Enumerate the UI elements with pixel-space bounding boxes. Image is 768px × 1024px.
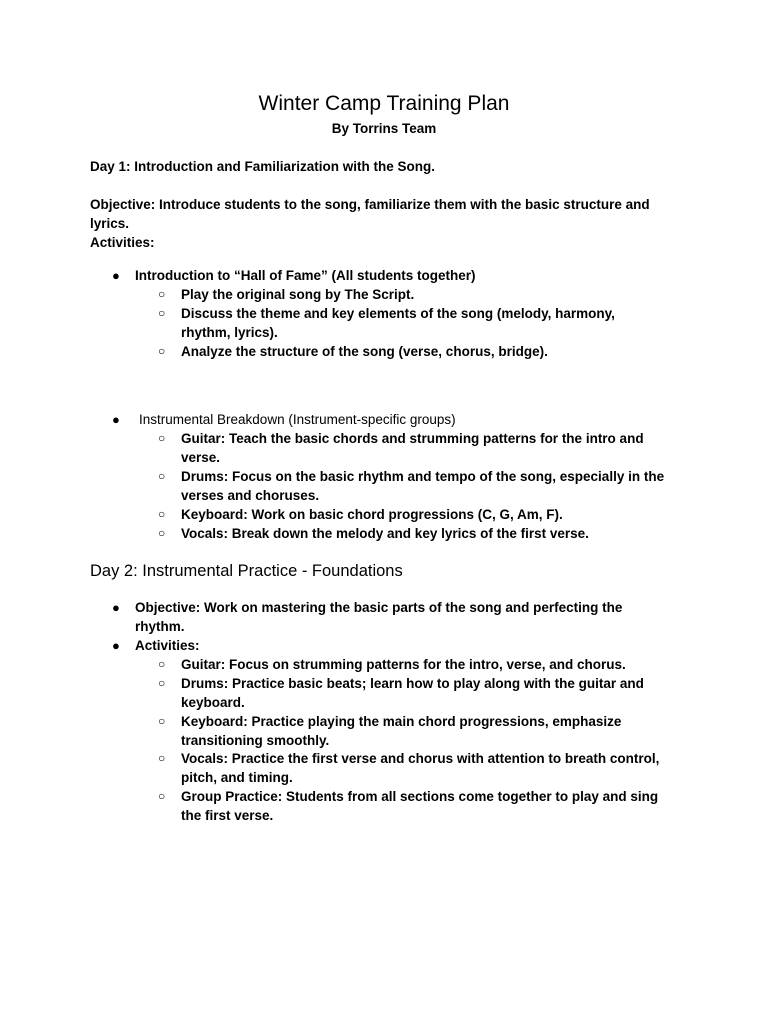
bullet-label: Instrumental Breakdown (Instrument-specific groups) bbox=[139, 412, 456, 427]
sub-item-line: Group Practice: Students from all sections come together to play and sing bbox=[181, 789, 659, 804]
bullet-label: Introduction to “Hall of Fame” (All students together) bbox=[135, 268, 476, 283]
sub-bullet-icon: ○ bbox=[158, 751, 166, 765]
sub-item-line: keyboard. bbox=[181, 695, 245, 710]
sub-bullet-icon: ○ bbox=[158, 676, 166, 690]
sub-item-line: transitioning smoothly. bbox=[181, 733, 330, 748]
sub-item-text: Play the original song by The Script. bbox=[181, 287, 415, 302]
day2-heading: Day 2: Instrumental Practice - Foundations bbox=[90, 562, 403, 580]
sub-item-text bbox=[181, 749, 681, 787]
sub-bullet-icon: ○ bbox=[158, 507, 166, 521]
sub-item-line: rhythm, lyrics). bbox=[181, 325, 278, 340]
bullet-icon: ● bbox=[112, 638, 120, 653]
sub-item-line: the first verse. bbox=[181, 808, 274, 823]
sub-bullet-icon: ○ bbox=[158, 306, 166, 320]
sub-item-text: Guitar: Focus on strumming patterns for the intro, verse, and chorus. bbox=[181, 657, 626, 672]
sub-item-text bbox=[181, 787, 681, 825]
sub-item-line: Vocals: Practice the first verse and chorus with attention to breath control, bbox=[181, 751, 660, 766]
bullet-line: rhythm. bbox=[135, 619, 185, 634]
day1-objective bbox=[90, 195, 690, 233]
sub-item-text bbox=[181, 674, 681, 712]
day1-heading: Day 1: Introduction and Familiarization with the Song. bbox=[90, 159, 436, 174]
sub-bullet-icon: ○ bbox=[158, 526, 166, 540]
sub-item-line: verse. bbox=[181, 450, 221, 465]
sub-bullet-icon: ○ bbox=[158, 789, 166, 803]
sub-item-line: verses and choruses. bbox=[181, 488, 320, 503]
sub-item-text bbox=[181, 467, 681, 505]
document-title: Winter Camp Training Plan bbox=[258, 92, 510, 115]
sub-bullet-icon: ○ bbox=[158, 287, 166, 301]
document-subtitle: By Torrins Team bbox=[331, 121, 437, 136]
day1-activities-label: Activities: bbox=[90, 235, 155, 250]
sub-bullet-icon: ○ bbox=[158, 469, 166, 483]
sub-item-line: Drums: Focus on the basic rhythm and tempo of the song, especially in the bbox=[181, 469, 665, 484]
sub-item-text bbox=[181, 429, 681, 467]
bullet-icon: ● bbox=[112, 268, 120, 283]
sub-item-line: Discuss the theme and key elements of the song (melody, harmony, bbox=[181, 306, 615, 321]
day1-objective-line2: lyrics. bbox=[90, 216, 130, 231]
sub-item-text bbox=[181, 712, 681, 750]
sub-item-text: Analyze the structure of the song (verse, chorus, bridge). bbox=[181, 344, 548, 359]
sub-item-line: Guitar: Teach the basic chords and strumming patterns for the intro and bbox=[181, 431, 644, 446]
sub-bullet-icon: ○ bbox=[158, 344, 166, 358]
sub-bullet-icon: ○ bbox=[158, 714, 166, 728]
bullet-line: Objective: Work on mastering the basic parts of the song and perfecting the bbox=[135, 600, 623, 615]
sub-item-line: pitch, and timing. bbox=[181, 770, 293, 785]
bullet-icon: ● bbox=[112, 412, 120, 427]
sub-item-line: Drums: Practice basic beats; learn how to play along with the guitar and bbox=[181, 676, 644, 691]
bullet-label bbox=[135, 598, 685, 636]
bullet-label: Activities: bbox=[135, 638, 200, 653]
sub-item-line: Keyboard: Practice playing the main chord progressions, emphasize bbox=[181, 714, 622, 729]
bullet-icon: ● bbox=[112, 600, 120, 615]
sub-bullet-icon: ○ bbox=[158, 431, 166, 445]
sub-item-text: Keyboard: Work on basic chord progressions (C, G, Am, F). bbox=[181, 507, 563, 522]
sub-item-text bbox=[181, 304, 681, 342]
sub-bullet-icon: ○ bbox=[158, 657, 166, 671]
sub-item-text: Vocals: Break down the melody and key lyrics of the first verse. bbox=[181, 526, 589, 541]
day1-objective-line1: Objective: Introduce students to the song, familiarize them with the basic structure and bbox=[90, 197, 650, 212]
